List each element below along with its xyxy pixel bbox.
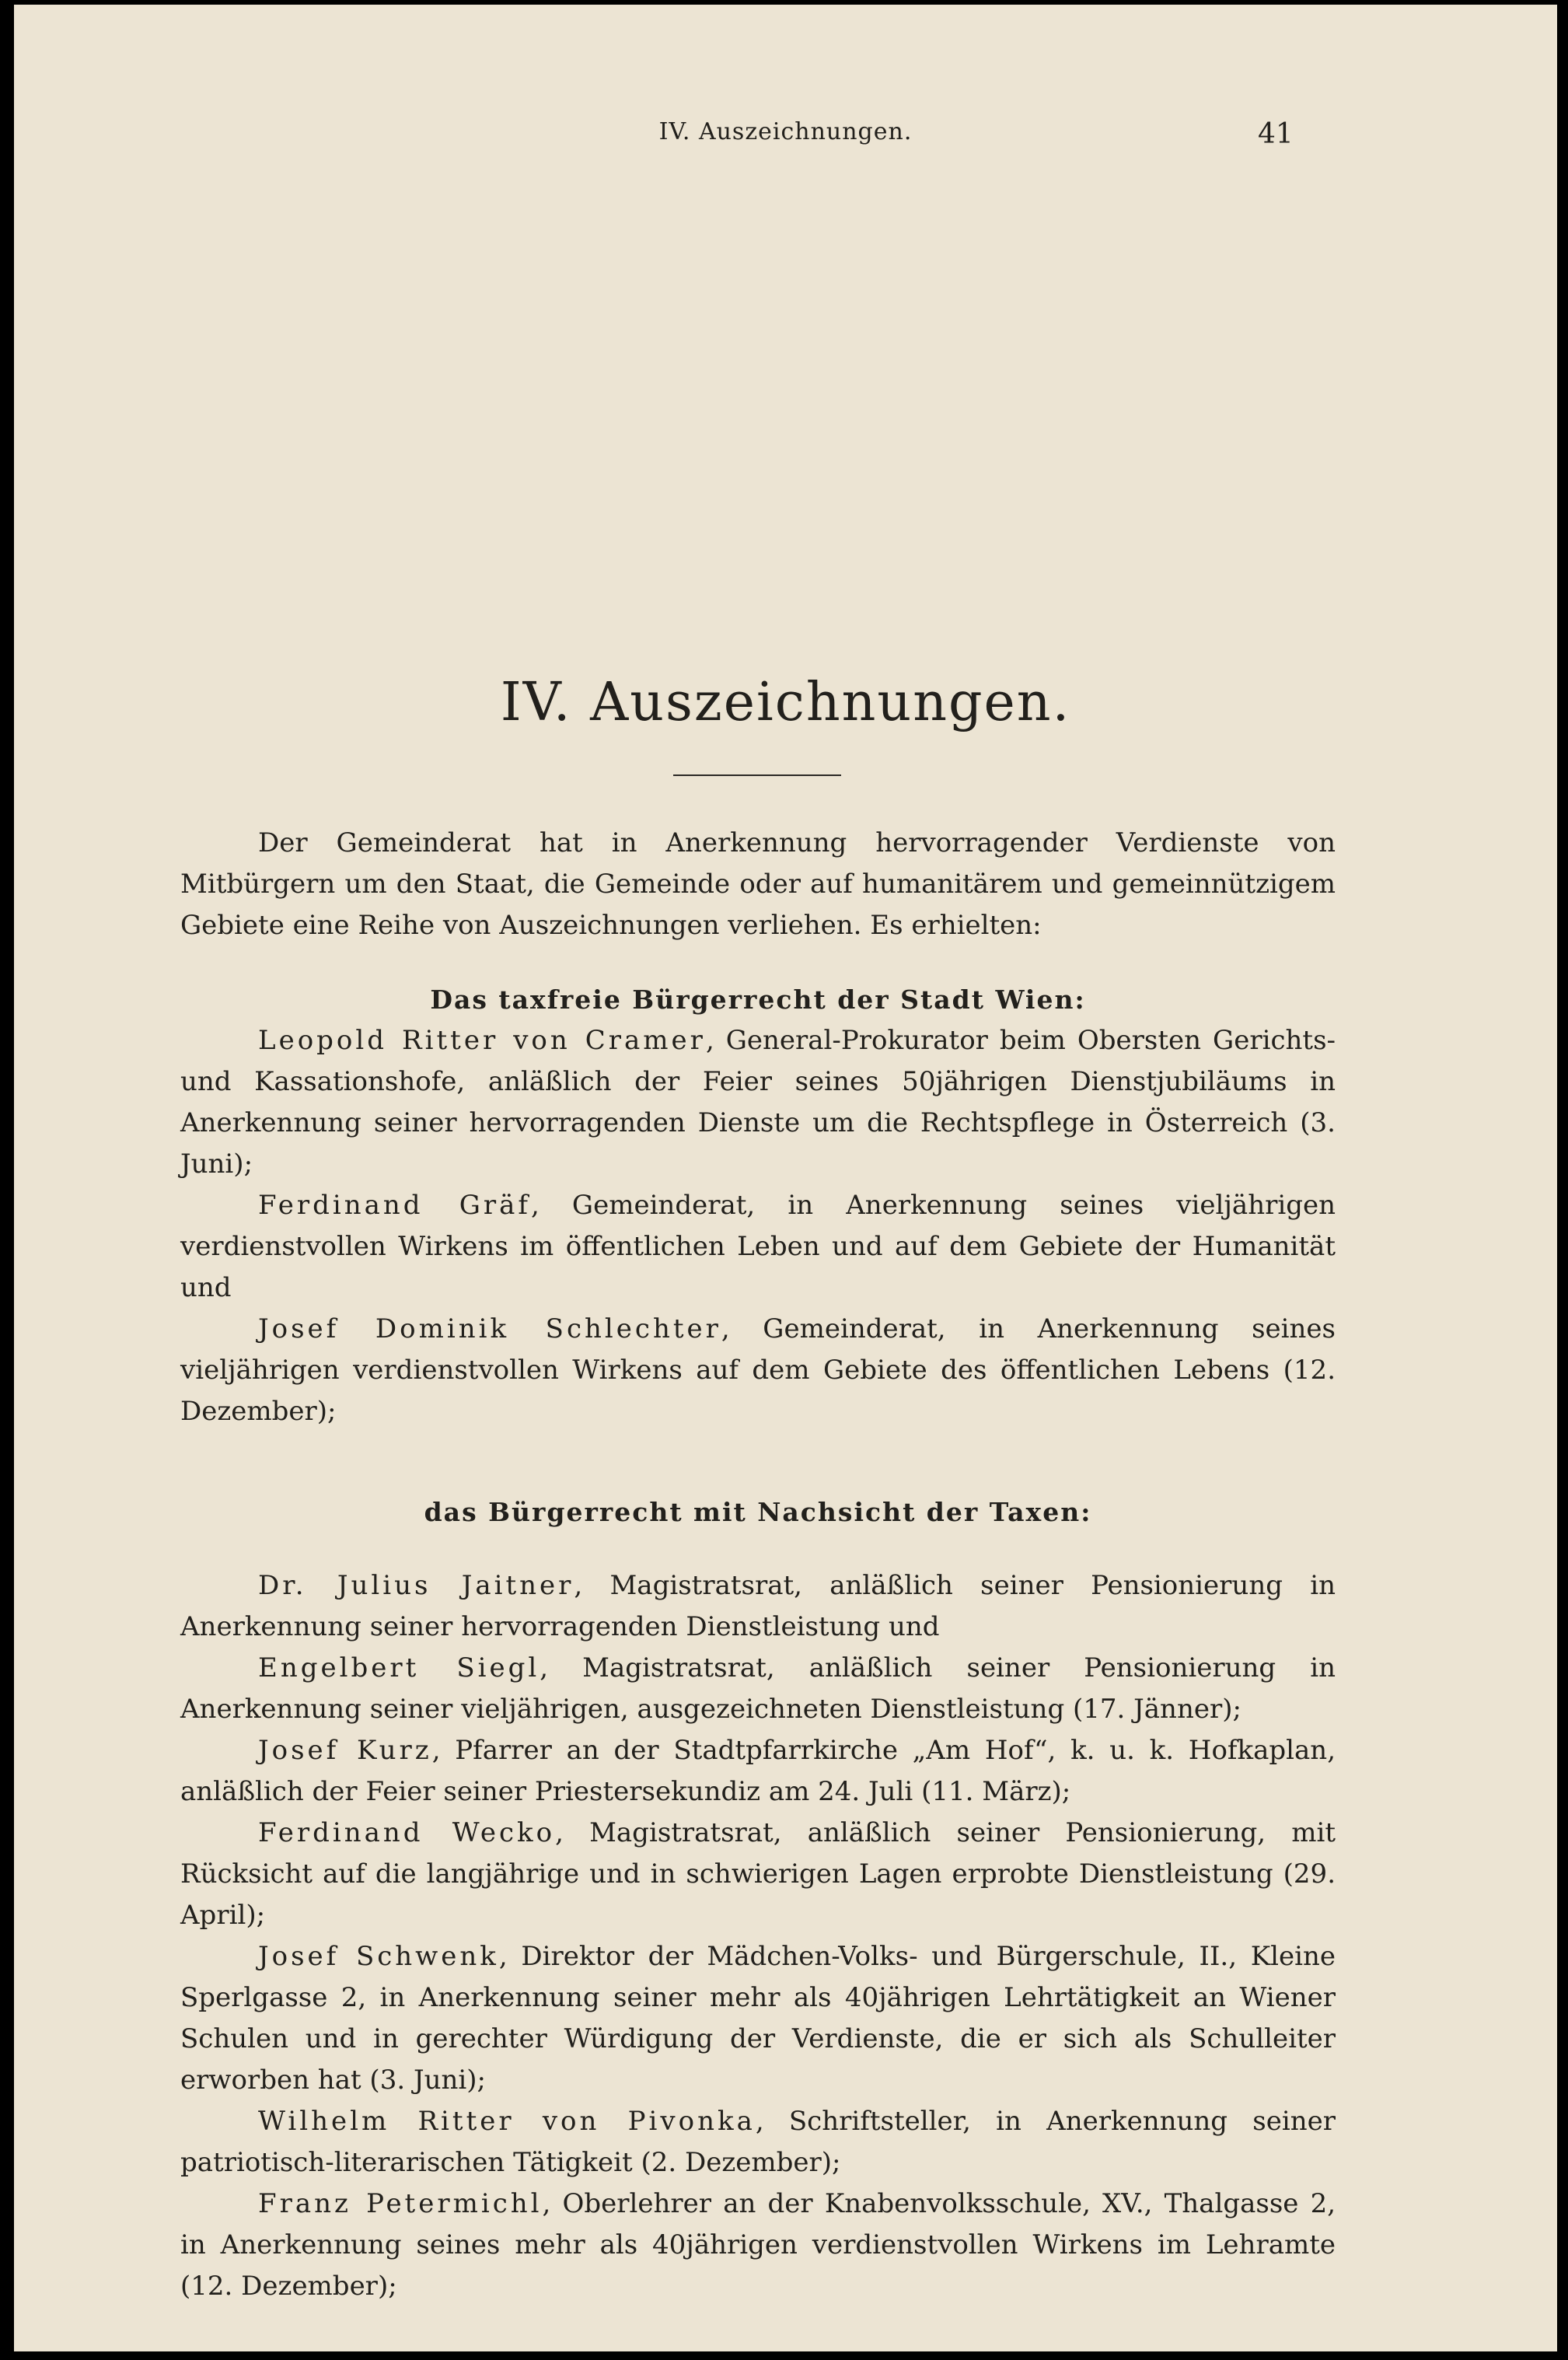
page-number: 41: [1258, 118, 1294, 150]
award-entry: [180, 1813, 1336, 1936]
entry-text: , Magistratsrat, anläßlich seiner Pensionierung, mit Rücksicht auf die langjährige und in schwierigen Lagen erprobte Dienstleistung (29. April);: [180, 1817, 1336, 1931]
person-name: Ferdinand Wecko: [258, 1817, 556, 1848]
entry-text: , Schriftsteller, in Anerkennung seiner patriotisch-literarischen Tätigkeit (2. Dezember);: [180, 2106, 1336, 2178]
award-entry: [180, 1936, 1336, 2101]
person-name: Dr. Julius Jaitner: [258, 1570, 574, 1601]
award-entry: [180, 1309, 1336, 1432]
section-heading: das Bürgerrecht mit Nachsicht der Taxen:: [424, 1497, 1092, 1527]
person-name: Leopold Ritter von Cramer: [258, 1025, 706, 1056]
person-name: Josef Kurz: [258, 1735, 432, 1766]
person-name: Josef Schwenk: [258, 1941, 499, 1972]
body-text: [180, 823, 1336, 2307]
person-name: Wilhelm Ritter von Pivonka: [258, 2106, 756, 2137]
entry-text: , Pfarrer an der Stadtpfarrkirche „Am Hof“, k. u. k. Hofkaplan, anläßlich der Feier seiner Priestersekundiz am 24. Juli (11. März);: [180, 1735, 1336, 1807]
entry-text: , Gemeinderat, in Anerkennung seines vieljährigen verdienstvollen Wirkens auf dem Gebiete des öffentlichen Lebens (12. Dezember);: [180, 1313, 1336, 1427]
entry-text: , Direktor der Mädchen-Volks- und Bürgerschule, II., Kleine Sperlgasse 2, in Anerkennung seiner mehr als 40jährigen Lehrtätigkeit an Wiener Schulen und in gerechter Würdigung der Verdienste, die er sich als Schulleiter erworben hat (3. Juni);: [180, 1941, 1336, 2096]
award-entry: [180, 1185, 1336, 1309]
section-heading: Das taxfreie Bürgerrecht der Stadt Wien:: [430, 984, 1086, 1015]
entry-text: , General-Prokurator beim Obersten Gerichts- und Kassationshofe, anläßlich der Feier seines 50jährigen Dienstjubiläums in Anerkennung seiner hervorragenden Dienste um die Rechtspflege in Österreich (3. Juni);: [180, 1025, 1336, 1180]
title-rule: [673, 774, 841, 776]
entry-text: , Gemeinderat, in Anerkennung seines vieljährigen verdienstvollen Wirkens im öffentlichen Leben und auf dem Gebiete der Humanität und: [180, 1190, 1336, 1303]
award-entry: [180, 2183, 1336, 2307]
entry-text: , Magistratsrat, anläßlich seiner Pensionierung in Anerkennung seiner vieljährigen, ausgezeichneten Dienstleistung (17. Jänner);: [180, 1652, 1336, 1725]
award-entry: [180, 2101, 1336, 2183]
book-page: [14, 5, 1557, 2351]
entry-text: , Oberlehrer an der Knabenvolksschule, XV., Thalgasse 2, in Anerkennung seines mehr als 40jährigen verdienstvollen Wirkens im Lehramte (12. Dezember);: [180, 2188, 1336, 2302]
award-entry: [180, 1730, 1336, 1813]
chapter-title: IV. Auszeichnungen.: [500, 672, 1071, 733]
award-entry: [180, 1565, 1336, 1648]
award-entry: [180, 1648, 1336, 1730]
running-head: IV. Auszeichnungen.: [658, 118, 913, 145]
award-entry: [180, 1020, 1336, 1185]
person-name: Franz Petermichl: [258, 2188, 543, 2219]
intro-paragraph: Der Gemeinderat hat in Anerkennung hervorragender Verdienste von Mitbürgern um den Staat, die Gemeinde oder auf humanitärem und gemeinnützigem Gebiete eine Reihe von Auszeichnungen verliehen. Es erhielten:: [180, 827, 1336, 941]
person-name: Engelbert Siegl: [258, 1652, 540, 1683]
entry-text: , Magistratsrat, anläßlich seiner Pensionierung in Anerkennung seiner hervorragenden Dienstleistung und: [180, 1570, 1336, 1642]
person-name: Ferdinand Gräf: [258, 1190, 531, 1221]
person-name: Josef Dominik Schlechter: [258, 1313, 721, 1344]
